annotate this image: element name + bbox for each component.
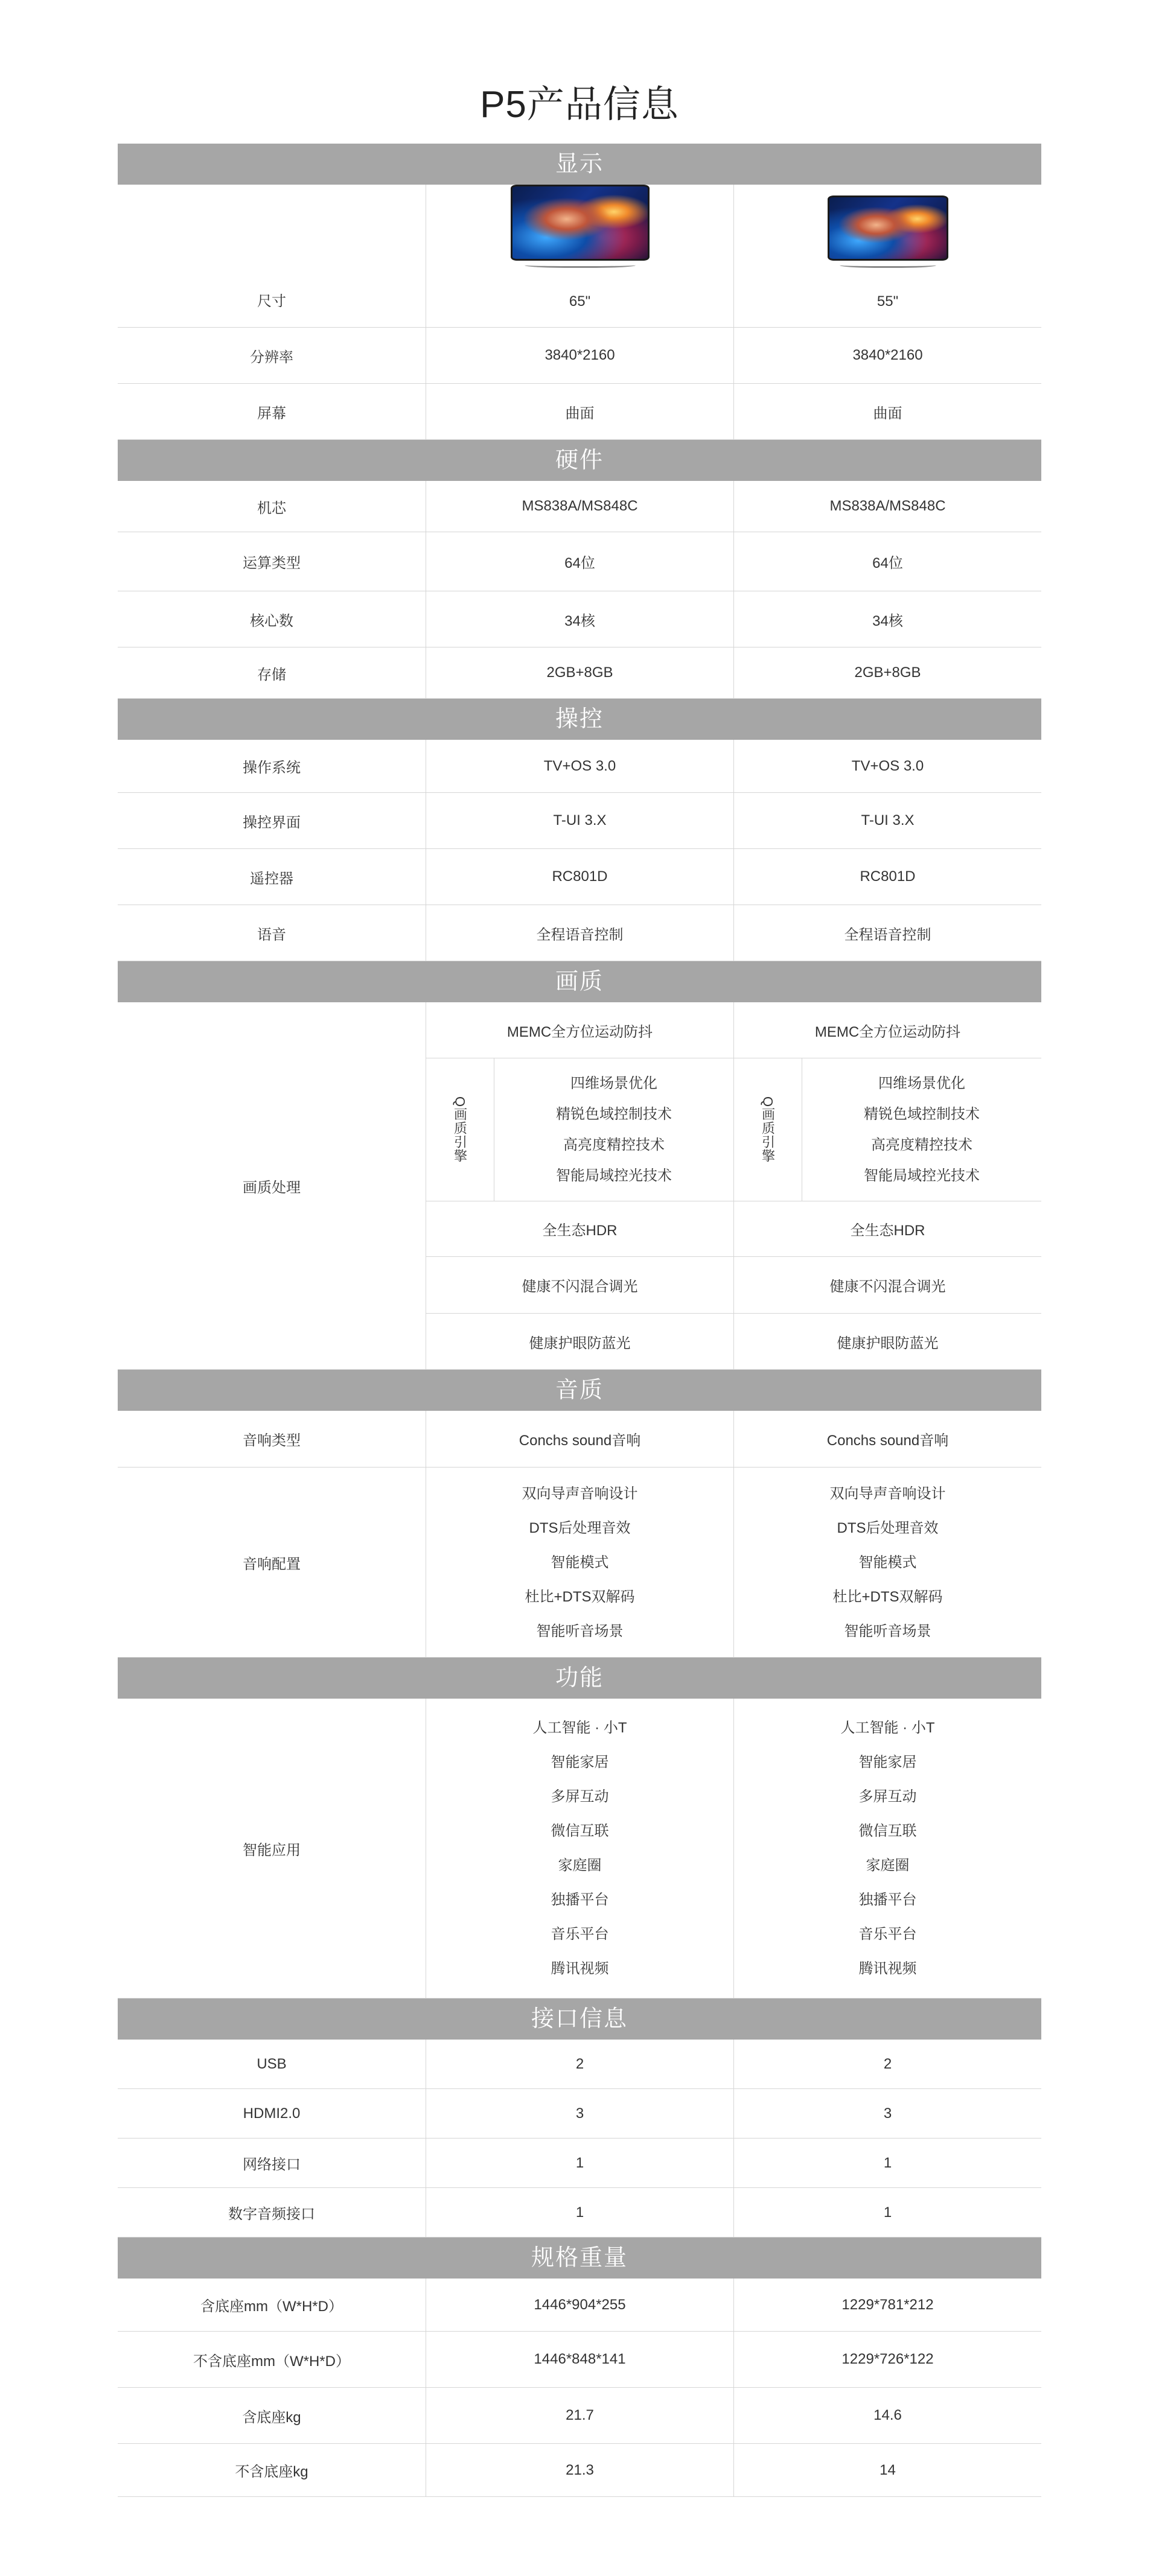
value-65: MS838A/MS848C xyxy=(426,481,733,532)
size-55-value: 55" xyxy=(876,293,899,310)
value-55: Conchs sound音响 xyxy=(733,1411,1041,1467)
table-row-cores xyxy=(118,591,1041,647)
table-row-storage xyxy=(118,647,1041,699)
hdr-value: 全生态HDR xyxy=(734,1201,1041,1257)
row-label: 存储 xyxy=(257,666,286,683)
table-row-smart-apps xyxy=(118,1699,1041,1999)
row-label: 网络接口 xyxy=(243,2157,301,2173)
value-55: MS838A/MS848C xyxy=(733,481,1041,532)
feature-item: 智能局域控光技术 xyxy=(864,1168,980,1184)
value-55: 14 xyxy=(733,2444,1041,2496)
list-item: 智能听音场景 xyxy=(536,1623,624,1639)
row-label: 不含底座mm（W*H*D） xyxy=(193,2353,350,2370)
value-65: TV+OS 3.0 xyxy=(426,740,733,792)
list-item: 音乐平台 xyxy=(551,1926,609,1942)
value-55: 2 xyxy=(733,2040,1041,2088)
value-55: 1229*726*122 xyxy=(733,2332,1041,2387)
table-row-remote xyxy=(118,849,1041,905)
row-label: 音响配置 xyxy=(243,1556,301,1573)
feature-item: 高亮度精控技术 xyxy=(871,1137,972,1153)
list-item: 智能模式 xyxy=(551,1554,609,1571)
page-title: P5产品信息 xyxy=(480,84,679,126)
list-item: 微信互联 xyxy=(858,1823,917,1839)
flicker-value: 健康不闪混合调光 xyxy=(426,1257,733,1314)
picture-col-55 xyxy=(733,1002,1041,1369)
value-65: 2GB+8GB xyxy=(426,647,733,698)
value-65: 21.7 xyxy=(426,2388,733,2443)
value-55-list xyxy=(733,1468,1041,1657)
section-picture: 画质 xyxy=(118,961,1041,1002)
feature-item: 高亮度精控技术 xyxy=(563,1137,665,1153)
bluelight-value: 健康护眼防蓝光 xyxy=(837,1335,939,1352)
value-65: Conchs sound音响 xyxy=(426,1411,733,1467)
hdr-value: 全生态HDR xyxy=(426,1201,733,1257)
section-function: 功能 xyxy=(118,1658,1041,1699)
q-engine-block xyxy=(734,1058,1041,1201)
row-label: 分辨率 xyxy=(250,349,293,366)
section-hardware: 硬件 xyxy=(118,440,1041,481)
row-label: 尺寸 xyxy=(257,293,286,310)
list-item: 杜比+DTS双解码 xyxy=(525,1588,635,1605)
row-label: HDMI2.0 xyxy=(243,2105,301,2122)
row-label: 音响类型 xyxy=(243,1433,301,1449)
value-55: 3 xyxy=(733,2089,1041,2138)
q-engine-label: Q画质引擎 xyxy=(426,1058,494,1201)
value-55: 全程语音控制 xyxy=(733,905,1041,961)
table-row-ui xyxy=(118,793,1041,849)
value-65: 21.3 xyxy=(426,2444,733,2496)
value-55: 曲面 xyxy=(733,384,1041,439)
list-item: 音乐平台 xyxy=(858,1926,917,1942)
table-row-dim-without-base xyxy=(118,2332,1041,2388)
value-65: 1 xyxy=(426,2139,733,2187)
value-55: T-UI 3.X xyxy=(733,793,1041,848)
value-55: 1229*781*212 xyxy=(733,2279,1041,2331)
tv-55-image xyxy=(828,196,948,269)
table-row-network xyxy=(118,2139,1041,2188)
table-row-audio-config xyxy=(118,1468,1041,1658)
size-55-cell xyxy=(733,185,1041,327)
value-65: 曲面 xyxy=(426,384,733,439)
list-item: 智能家居 xyxy=(858,1754,917,1770)
value-65: RC801D xyxy=(426,849,733,905)
value-55: 2GB+8GB xyxy=(733,647,1041,698)
value-65: 3840*2160 xyxy=(426,328,733,383)
section-control: 操控 xyxy=(118,699,1041,740)
list-item: 微信互联 xyxy=(551,1823,609,1839)
list-item: 多屏互动 xyxy=(551,1789,609,1805)
list-item: 家庭圈 xyxy=(866,1857,910,1874)
value-65: T-UI 3.X xyxy=(426,793,733,848)
value-65-list xyxy=(426,1468,733,1657)
row-label: 画质处理 xyxy=(243,1179,301,1196)
row-label: 机芯 xyxy=(257,500,286,517)
value-65: 34核 xyxy=(426,591,733,647)
table-row-screen xyxy=(118,384,1041,440)
spec-table xyxy=(118,144,1041,2497)
list-item: 独播平台 xyxy=(858,1892,917,1908)
row-label: 屏幕 xyxy=(257,405,286,422)
table-row-size xyxy=(118,185,1041,328)
value-55: 3840*2160 xyxy=(733,328,1041,383)
table-row-weight-without-base xyxy=(118,2444,1041,2497)
row-label: 操控界面 xyxy=(243,814,301,831)
row-label: 智能应用 xyxy=(243,1842,301,1859)
row-label: 数字音频接口 xyxy=(228,2206,315,2222)
list-item: 智能模式 xyxy=(858,1554,917,1571)
list-item: 人工智能 · 小T xyxy=(840,1720,935,1736)
value-65: 3 xyxy=(426,2089,733,2138)
feature-item: 四维场景优化 xyxy=(878,1075,965,1092)
value-55: 1 xyxy=(733,2139,1041,2187)
value-65: 2 xyxy=(426,2040,733,2088)
row-label: 操作系统 xyxy=(243,760,301,776)
q-engine-block xyxy=(426,1058,733,1201)
value-55: 14.6 xyxy=(733,2388,1041,2443)
memc-value: MEMC全方位运动防抖 xyxy=(734,1002,1041,1058)
list-item: 双向导声音响设计 xyxy=(522,1485,638,1502)
table-row-os xyxy=(118,740,1041,793)
value-55: 64位 xyxy=(733,532,1041,591)
section-audio: 音质 xyxy=(118,1370,1041,1411)
section-interface: 接口信息 xyxy=(118,1999,1041,2040)
value-55: 1 xyxy=(733,2188,1041,2237)
table-row-digital-audio xyxy=(118,2188,1041,2237)
feature-item: 智能局域控光技术 xyxy=(556,1168,672,1184)
tv-65-image xyxy=(511,185,650,269)
table-row-dim-with-base xyxy=(118,2279,1041,2332)
table-row-cpu xyxy=(118,532,1041,591)
value-65: 1446*904*255 xyxy=(426,2279,733,2331)
list-item: 腾讯视频 xyxy=(858,1961,917,1977)
list-item: 智能家居 xyxy=(551,1754,609,1770)
row-label: USB xyxy=(257,2055,287,2072)
feature-item: 四维场景优化 xyxy=(570,1075,657,1092)
row-label: 语音 xyxy=(257,926,286,943)
section-display: 显示 xyxy=(118,144,1041,185)
table-row-weight-with-base xyxy=(118,2388,1041,2444)
table-row-chip xyxy=(118,481,1041,532)
feature-item: 精锐色域控制技术 xyxy=(556,1106,672,1122)
value-55: 34核 xyxy=(733,591,1041,647)
memc-value: MEMC全方位运动防抖 xyxy=(426,1002,733,1058)
size-65-value: 65" xyxy=(569,293,591,310)
bluelight-value: 健康护眼防蓝光 xyxy=(529,1335,631,1352)
picture-col-65 xyxy=(426,1002,733,1369)
value-65: 全程语音控制 xyxy=(426,905,733,961)
table-row-voice xyxy=(118,905,1041,961)
table-row-hdmi xyxy=(118,2089,1041,2139)
q-engine-label: Q画质引擎 xyxy=(734,1058,802,1201)
table-row-usb xyxy=(118,2040,1041,2089)
row-label: 含底座mm（W*H*D） xyxy=(200,2298,343,2315)
value-65: 1 xyxy=(426,2188,733,2237)
list-item: 杜比+DTS双解码 xyxy=(832,1588,943,1605)
list-item: 腾讯视频 xyxy=(551,1961,609,1977)
list-item: 人工智能 · 小T xyxy=(532,1720,627,1736)
flicker-value: 健康不闪混合调光 xyxy=(734,1257,1041,1314)
picture-processing-block xyxy=(118,1002,1041,1370)
value-55: TV+OS 3.0 xyxy=(733,740,1041,792)
size-65-cell xyxy=(426,185,733,327)
list-item: DTS后处理音效 xyxy=(837,1519,939,1536)
row-label: 核心数 xyxy=(250,612,293,629)
row-label: 运算类型 xyxy=(243,555,301,571)
list-item: DTS后处理音效 xyxy=(529,1519,631,1536)
feature-item: 精锐色域控制技术 xyxy=(864,1106,980,1122)
list-item: 双向导声音响设计 xyxy=(829,1485,946,1502)
value-55-list xyxy=(733,1699,1041,1998)
list-item: 家庭圈 xyxy=(558,1857,602,1874)
section-spec: 规格重量 xyxy=(118,2237,1041,2279)
list-item: 多屏互动 xyxy=(858,1789,917,1805)
list-item: 智能听音场景 xyxy=(844,1623,931,1639)
table-row-resolution xyxy=(118,328,1041,384)
value-65-list xyxy=(426,1699,733,1998)
row-label: 遥控器 xyxy=(250,870,293,887)
value-65: 64位 xyxy=(426,532,733,591)
table-row-audio-type xyxy=(118,1411,1041,1468)
list-item: 独播平台 xyxy=(551,1892,609,1908)
row-label: 不含底座kg xyxy=(235,2464,308,2480)
row-label: 含底座kg xyxy=(242,2409,301,2426)
value-65: 1446*848*141 xyxy=(426,2332,733,2387)
value-55: RC801D xyxy=(733,849,1041,905)
